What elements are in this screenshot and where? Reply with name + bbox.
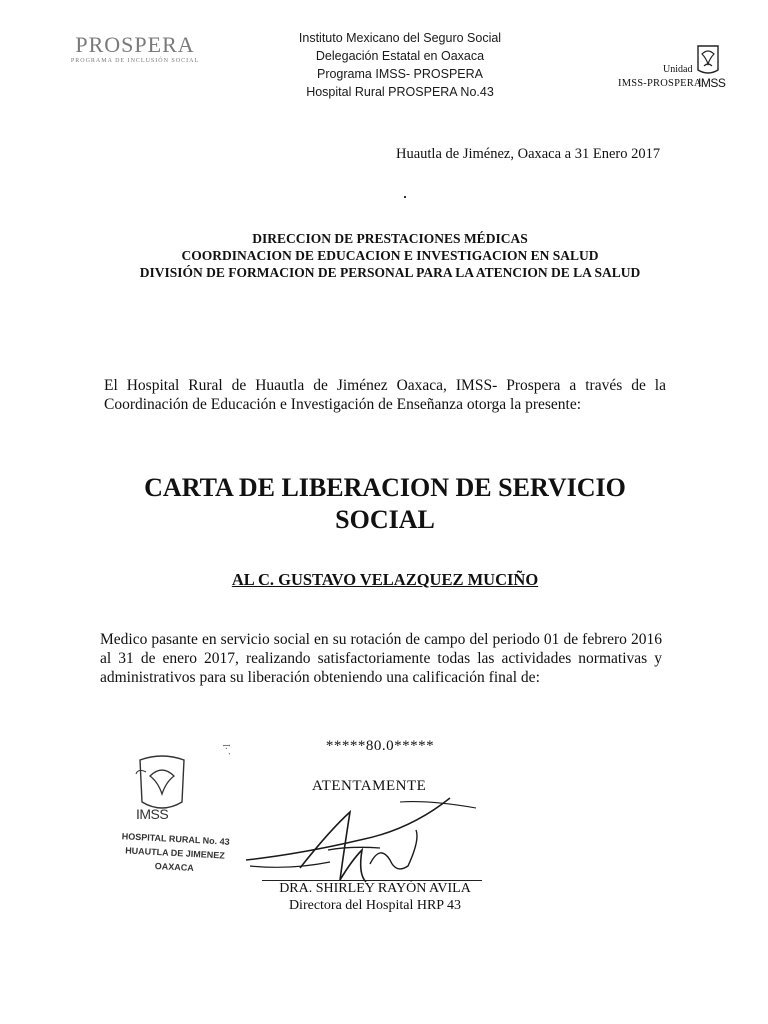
stamp-text [99,828,251,878]
stamp-line: OAXACA [154,860,195,873]
heading-line: DIVISIÓN DE FORMACION DE PERSONAL PARA LA ATENCION DE LA SALUD [139,265,641,280]
recipient-line: AL C. GUSTAVO VELAZQUEZ MUCIÑO [231,570,539,589]
imss-eagle-logo-icon [694,44,722,76]
unit-logo-text: IMSS [698,76,726,90]
margin-mark: . ·l [222,743,234,756]
heading-line: DIRECCION DE PRESTACIONES MÉDICAS [252,231,528,246]
institution-line: Instituto Mexicano del Seguro Social [298,31,502,45]
prospera-logo-subtext: PROGRAMA DE INCLUSIÓN SOCIAL [70,58,200,64]
department-headings [110,230,670,281]
stamp-logo-text: IMSS [136,806,169,822]
title-line: SOCIAL [335,505,435,534]
stamp-line: HOSPITAL RURAL No. 43 [121,831,230,847]
imss-unit-block [618,44,730,94]
signer-name: DRA. SHIRLEY RAYÓN AVILA [279,881,471,896]
date-line: Huautla de Jiménez, Oaxaca a 31 Enero 2017 [396,146,661,162]
institution-line: Programa IMSS- PROSPERA [316,67,483,81]
closing-text: ATENTAMENTE [312,778,427,794]
institution-line: Delegación Estatal en Oaxaca [315,49,485,63]
final-grade: *****80.0***** [325,738,435,754]
document-title [90,472,680,536]
institution-line: Hospital Rural PROSPERA No.43 [306,85,494,99]
signer-block [260,880,490,914]
institution-header [250,29,550,101]
heading-line: COORDINACION DE EDUCACION E INVESTIGACION EN SALUD [181,248,599,263]
signer-title: Directora del Hospital HRP 43 [288,898,462,913]
unit-name: IMSS-PROSPERA [618,78,702,89]
unit-label: Unidad [663,64,693,75]
stamp-line: HUAUTLA DE JIMENEZ [124,845,226,861]
institutional-stamp [100,748,250,888]
intro-paragraph: El Hospital Rural de Huautla de Jiménez Oaxaca, IMSS- Prospera a través de la Coordinación de Educación e Investigación de Enseñanza otorga la presente: [104,377,666,413]
stray-mark [404,196,406,198]
prospera-logo [70,32,200,65]
prospera-logo-word: PROSPERA [75,32,195,57]
body-paragraph: Medico pasante en servicio social en su rotación de campo del periodo 01 de febrero 2016 al 31 de enero 2017, realizando satisfactoriamente todas las actividades normativas y administrativos para su liberación obteniendo una calificación final de: [100,631,662,686]
title-line: CARTA DE LIBERACION DE SERVICIO [144,473,626,502]
